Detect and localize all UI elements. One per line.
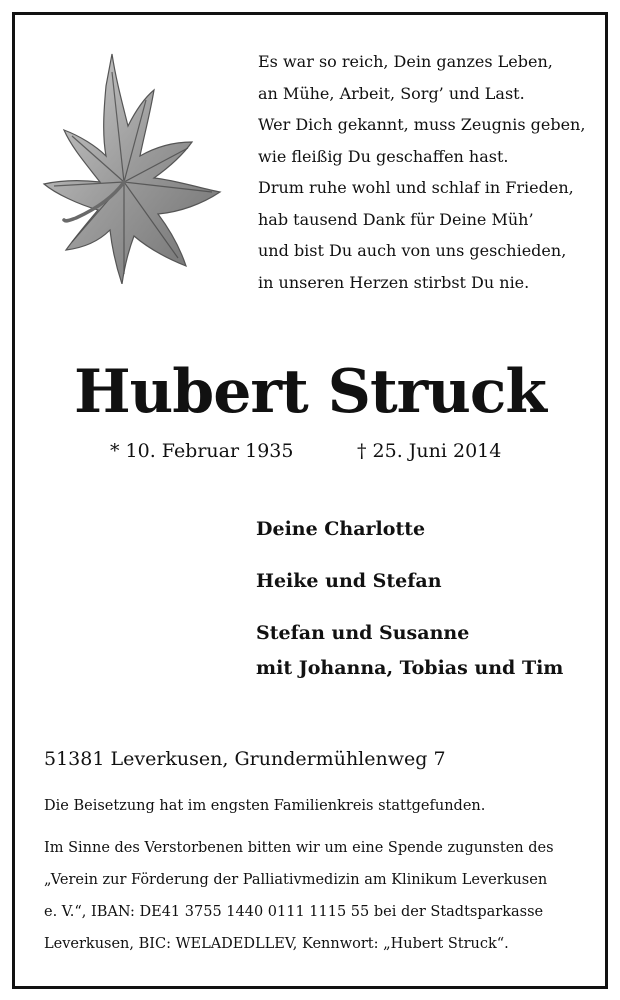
maple-leaf-icon [42, 52, 222, 284]
donation-line: „Verein zur Förderung der Palliativmedizin am Klinikum Leverkusen [44, 872, 548, 888]
poem-line: Wer Dich gekannt, muss Zeugnis geben, [258, 115, 586, 134]
poem-line: Drum ruhe wohl und schlaf in Frieden, [258, 178, 574, 197]
birth-date: * 10. Februar 1935 [110, 440, 294, 462]
poem-line: in unseren Herzen stirbst Du nie. [258, 272, 530, 292]
poem-line: und bist Du auch von uns geschieden, [258, 241, 567, 260]
mourner-line: Heike und Stefan [256, 570, 442, 592]
poem-line: hab tausend Dank für Deine Müh’ [258, 209, 534, 229]
deceased-name: Hubert Struck [73, 357, 547, 427]
mourner-line: Stefan und Susanne [256, 622, 470, 644]
poem-line: an Mühe, Arbeit, Sorg’ und Last. [258, 83, 525, 103]
poem-line: wie fleißig Du geschaffen hast. [258, 146, 509, 166]
donation-line: e. V.“, IBAN: DE41 3755 1440 0111 1115 55 bei der Stadtsparkasse [44, 904, 544, 920]
death-date: † 25. Juni 2014 [357, 440, 502, 462]
donation-line: Im Sinne des Verstorbenen bitten wir um eine Spende zugunsten des [44, 840, 554, 856]
mourner-line: Deine Charlotte [256, 518, 426, 540]
donation-line: Leverkusen, BIC: WELADEDLLEV, Kennwort: „Hubert Struck“. [44, 936, 509, 952]
poem-line: Es war so reich, Dein ganzes Leben, [258, 52, 553, 71]
address: 51381 Leverkusen, Grundermühlenweg 7 [44, 748, 446, 770]
poem [258, 46, 598, 298]
burial-notice: Die Beisetzung hat im engsten Familienkreis stattgefunden. [44, 798, 486, 814]
mourner-line: mit Johanna, Tobias und Tim [256, 657, 564, 679]
